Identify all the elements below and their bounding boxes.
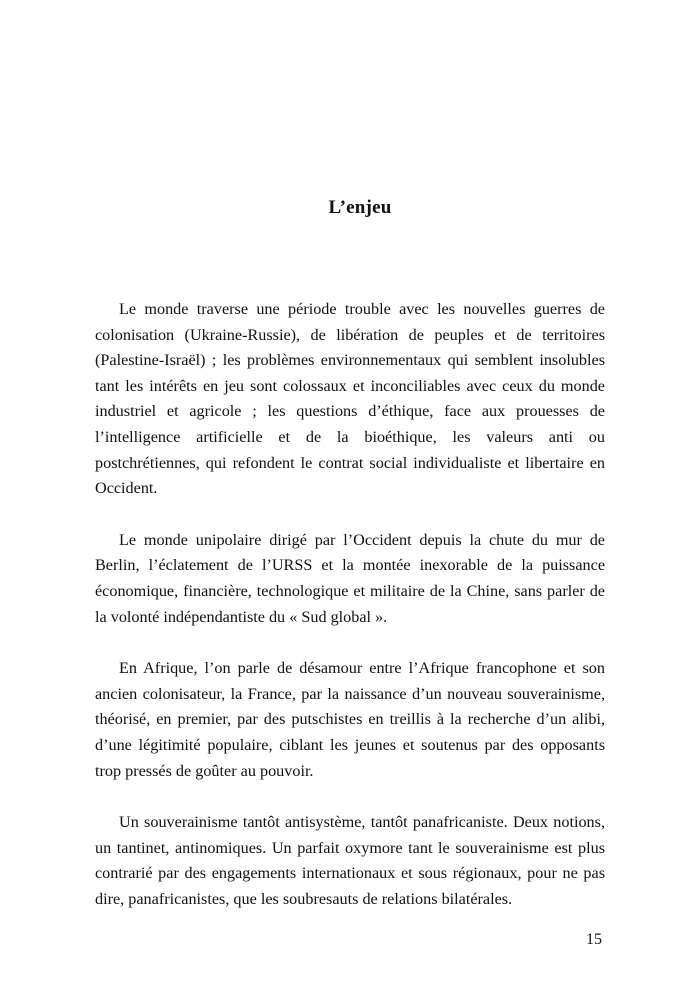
- chapter-title: L’enjeu: [328, 197, 392, 218]
- paragraph: Le monde unipolaire dirigé par l’Occident depuis la chute du mur de Berlin, l’éclatement de l’URSS et la montée inexorable de la puissance économique, financière, technologique et militaire de la Chine, sans parler de la volonté indépendantiste du « Sud global ».: [95, 530, 605, 626]
- body-text: [95, 297, 605, 938]
- paragraph: Un souverainisme tantôt antisystème, tantôt panafricaniste. Deux notions, un tantinet, antinomiques. Un parfait oxymore tant le souverainisme est plus contrarié par des engagements internationaux et sous régionaux, pour ne pas dire, panafricanistes, que les soubresauts de relations bilatérales.: [95, 813, 605, 908]
- paragraph: En Afrique, l’on parle de désamour entre l’Afrique francophone et son ancien colonisateur, la France, par la naissance d’un nouveau souverainisme, théorisé, en premier, par des putschistes en treillis à la recherche d’un alibi, d’une légitimité populaire, ciblant les jeunes et soutenus par des opposants trop pressés de goûter au pouvoir.: [95, 659, 605, 780]
- paragraph: Le monde traverse une période trouble avec les nouvelles guerres de colonisation (Ukraine-Russie), de libération de peuples et de territoires (Palestine-Israël) ; les problèmes environnementaux qui semblent insolubles tant les intérêts en jeu sont colossaux et inconciliables avec ceux du monde industriel et agricole ; les questions d’éthique, face aux prouesses de l’intelligence artificielle et de la bioéthique, les valeurs anti ou postchrétiennes, qui refondent le contrat social individualiste et libertaire en Occident.: [95, 300, 605, 498]
- page-number: 15: [586, 931, 602, 948]
